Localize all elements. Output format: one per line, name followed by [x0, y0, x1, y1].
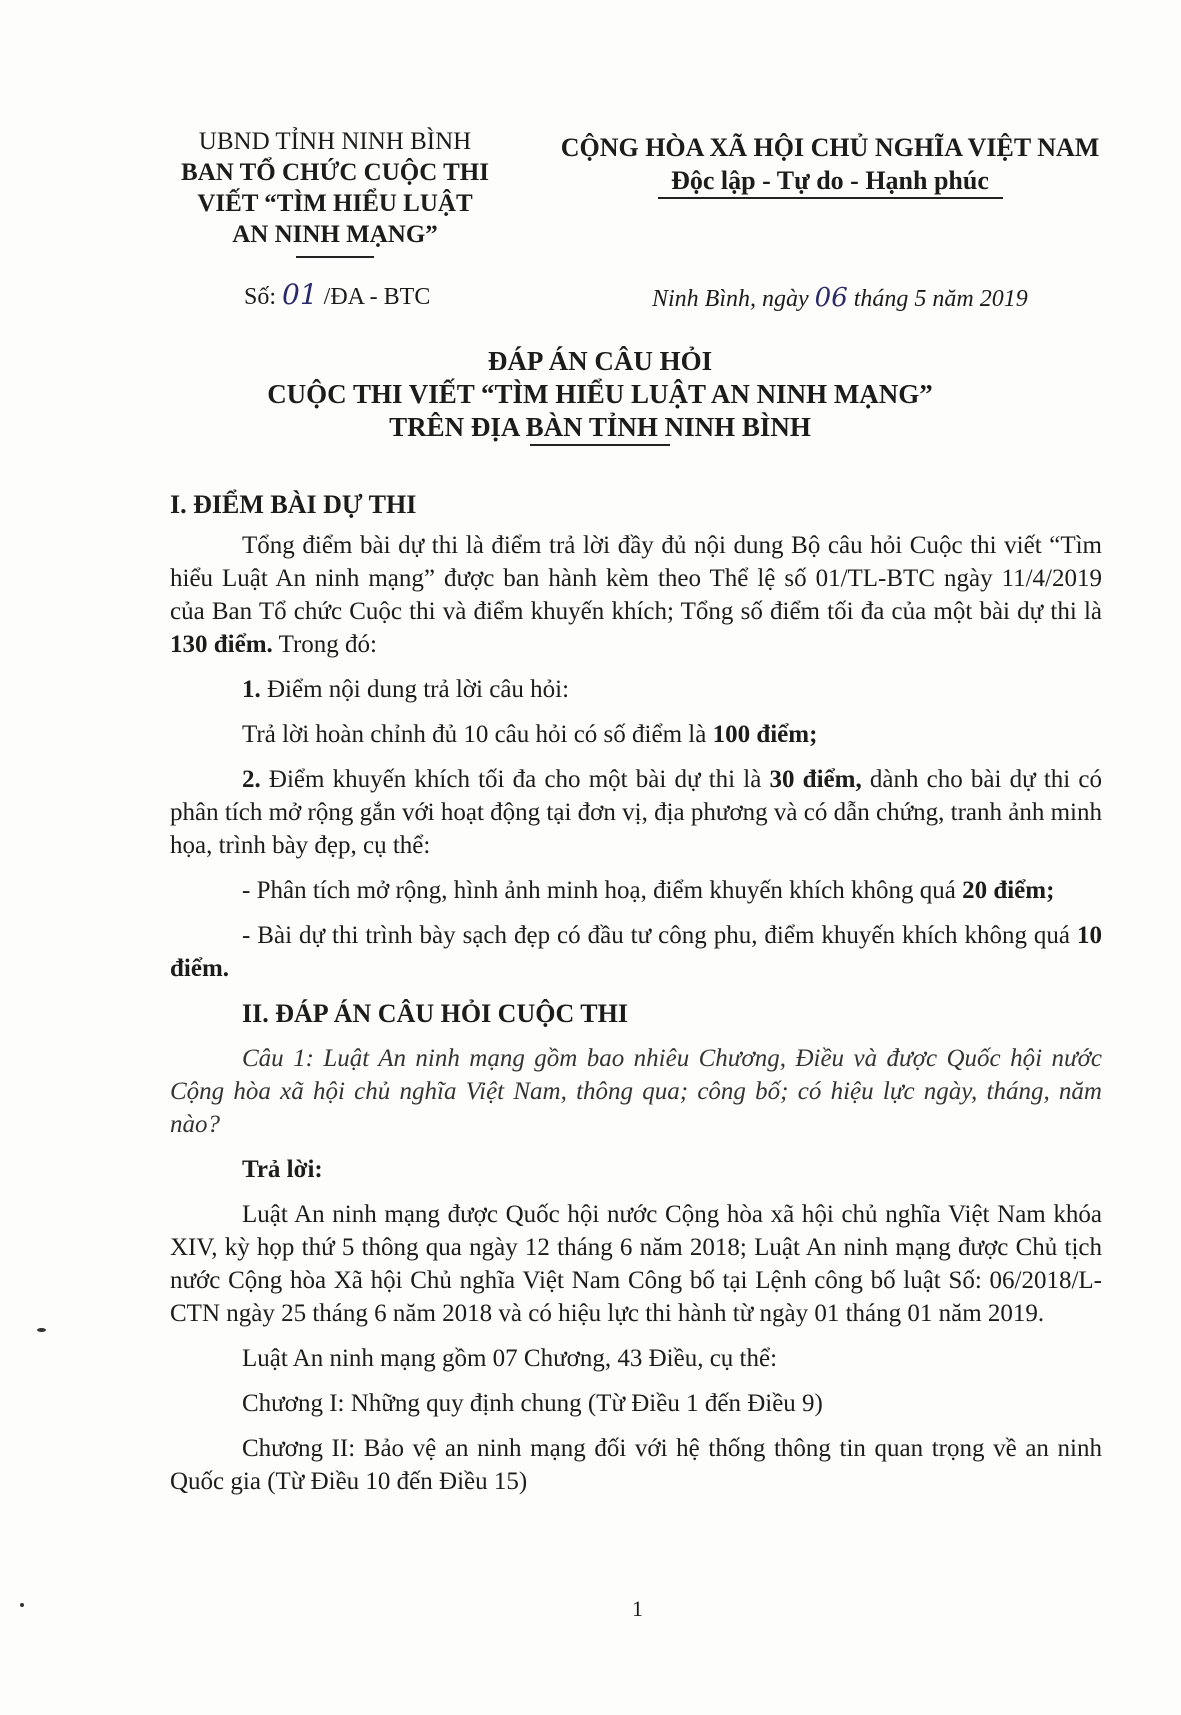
item-1-detail	[170, 718, 1102, 751]
national-title: CỘNG HÒA XÃ HỘI CHỦ NGHĨA VIỆT NAM	[560, 133, 1100, 162]
scan-speck	[20, 1603, 24, 1607]
national-header	[540, 131, 1120, 199]
chapter-2: Chương II: Bảo vệ an ninh mạng đối với hệ thống thông tin quan trọng về an ninh Quốc gia (Từ Điều 10 đến Điều 15)	[170, 1435, 1102, 1495]
answer-paragraph-2: Luật An ninh mạng gồm 07 Chương, 43 Điều, cụ thể:	[242, 1345, 778, 1372]
item-1-number: 1.	[242, 676, 261, 703]
section-1-paragraph	[170, 529, 1102, 661]
document-title	[150, 345, 1050, 446]
section-2-heading: II. ĐÁP ÁN CÂU HỎI CUỘC THI	[242, 999, 628, 1028]
date-suffix: tháng 5 năm 2019	[853, 286, 1028, 312]
authority-underline	[296, 256, 374, 258]
title-line-1: ĐÁP ÁN CÂU HỎI	[487, 346, 713, 376]
answer-label: Trả lời:	[242, 1156, 323, 1183]
section-1-heading: I. ĐIỂM BÀI DỰ THI	[170, 490, 417, 519]
bullet-1	[170, 874, 1102, 907]
answer-paragraph-1: Luật An ninh mạng được Quốc hội nước Cộng hòa xã hội chủ nghĩa Việt Nam khóa XIV, kỳ họp thứ 5 thông qua ngày 12 tháng 6 năm 2018; Luật An ninh mạng được Chủ tịch nước Cộng hòa Xã hội Chủ nghĩa Việt Nam Công bố tại Lệnh công bố luật Số: 06/2018/L-CTN ngày 25 tháng 6 năm 2018 và có hiệu lực thi hành từ ngày 01 tháng 01 năm 2019.	[170, 1201, 1102, 1327]
item-1-text: Điểm nội dung trả lời câu hỏi:	[267, 676, 570, 703]
national-motto: Độc lập - Tự do - Hạnh phúc	[671, 166, 989, 195]
item-2	[170, 763, 1102, 862]
ref-number: 01	[282, 278, 318, 311]
document-body	[170, 488, 1102, 1498]
bullet-1-points: 20 điểm;	[962, 877, 1055, 904]
title-line-2: CUỘC THI VIẾT “TÌM HIỂU LUẬT AN NINH MẠNG”	[267, 379, 933, 409]
question-1-label: Câu 1:	[242, 1045, 314, 1072]
motto-underline	[658, 197, 1003, 199]
para1-text: Tổng điểm bài dự thi là điểm trả lời đầy đủ nội dung Bộ câu hỏi Cuộc thi viết “Tìm hiểu Luật An ninh mạng” được ban hành kèm theo Thể lệ số 01/TL-BTC ngày 11/4/2019 của Ban Tổ chức Cuộc thi và điểm khuyến khích; Tổng số điểm tối đa của một bài dự thi là	[170, 532, 1102, 625]
bullet-2-points: 10 điểm.	[170, 922, 1102, 982]
bullet-1-text: - Phân tích mở rộng, hình ảnh minh hoạ, điểm khuyến khích không quá	[242, 877, 956, 904]
ref-prefix: Số:	[244, 284, 277, 310]
date-prefix: Ninh Bình, ngày	[652, 286, 809, 312]
authority-line-4: AN NINH MẠNG”	[232, 221, 438, 248]
bullet-2-text: - Bài dự thi trình bày sạch đẹp có đầu tư công phu, điểm khuyến khích không quá	[242, 922, 1071, 949]
authority-line-2: BAN TỔ CHỨC CUỘC THI	[181, 159, 489, 186]
authority-line-3: VIẾT “TÌM HIỂU LUẬT	[197, 190, 473, 217]
scan-speck	[37, 1328, 46, 1332]
item-2-tail: dành cho bài dự thi có phân tích mở rộng gắn với hoạt động tại đơn vị, địa phương và có dẫn chứng, tranh ảnh minh họa, trình bày đẹp, cụ thể:	[170, 766, 1103, 859]
issue-date	[652, 283, 1028, 313]
date-day: 06	[814, 283, 848, 313]
item-1-detail-text: Trả lời hoàn chỉnh đủ 10 câu hỏi có số điểm là	[242, 721, 707, 748]
title-underline	[530, 444, 670, 446]
item-2-text: Điểm khuyến khích tối đa cho một bài dự thi là	[268, 766, 762, 793]
issuing-authority	[150, 126, 520, 258]
item-1-points: 100 điểm;	[712, 721, 818, 748]
chapter-1: Chương I: Những quy định chung (Từ Điều 1 đến Điều 9)	[242, 1390, 823, 1417]
page-number: 1	[632, 1596, 643, 1621]
bullet-2	[170, 919, 1102, 985]
question-1	[170, 1042, 1102, 1141]
item-2-points: 30 điểm,	[769, 766, 862, 793]
document-number	[244, 278, 430, 311]
question-1-text: Luật An ninh mạng gồm bao nhiêu Chương, Điều và được Quốc hội nước Cộng hòa xã hội chủ nghĩa Việt Nam, thông qua; công bố; có hiệu lực ngày, tháng, năm nào?	[170, 1045, 1103, 1138]
title-line-3: TRÊN ĐỊA BÀN TỈNH NINH BÌNH	[389, 412, 811, 442]
authority-line-1: UBND TỈNH NINH BÌNH	[198, 128, 472, 155]
item-2-number: 2.	[242, 766, 261, 793]
para1-total-points: 130 điểm.	[170, 631, 273, 658]
ref-suffix: /ĐA - BTC	[323, 284, 431, 310]
para1-tail: Trong đó:	[278, 631, 378, 658]
item-1	[170, 673, 1102, 706]
